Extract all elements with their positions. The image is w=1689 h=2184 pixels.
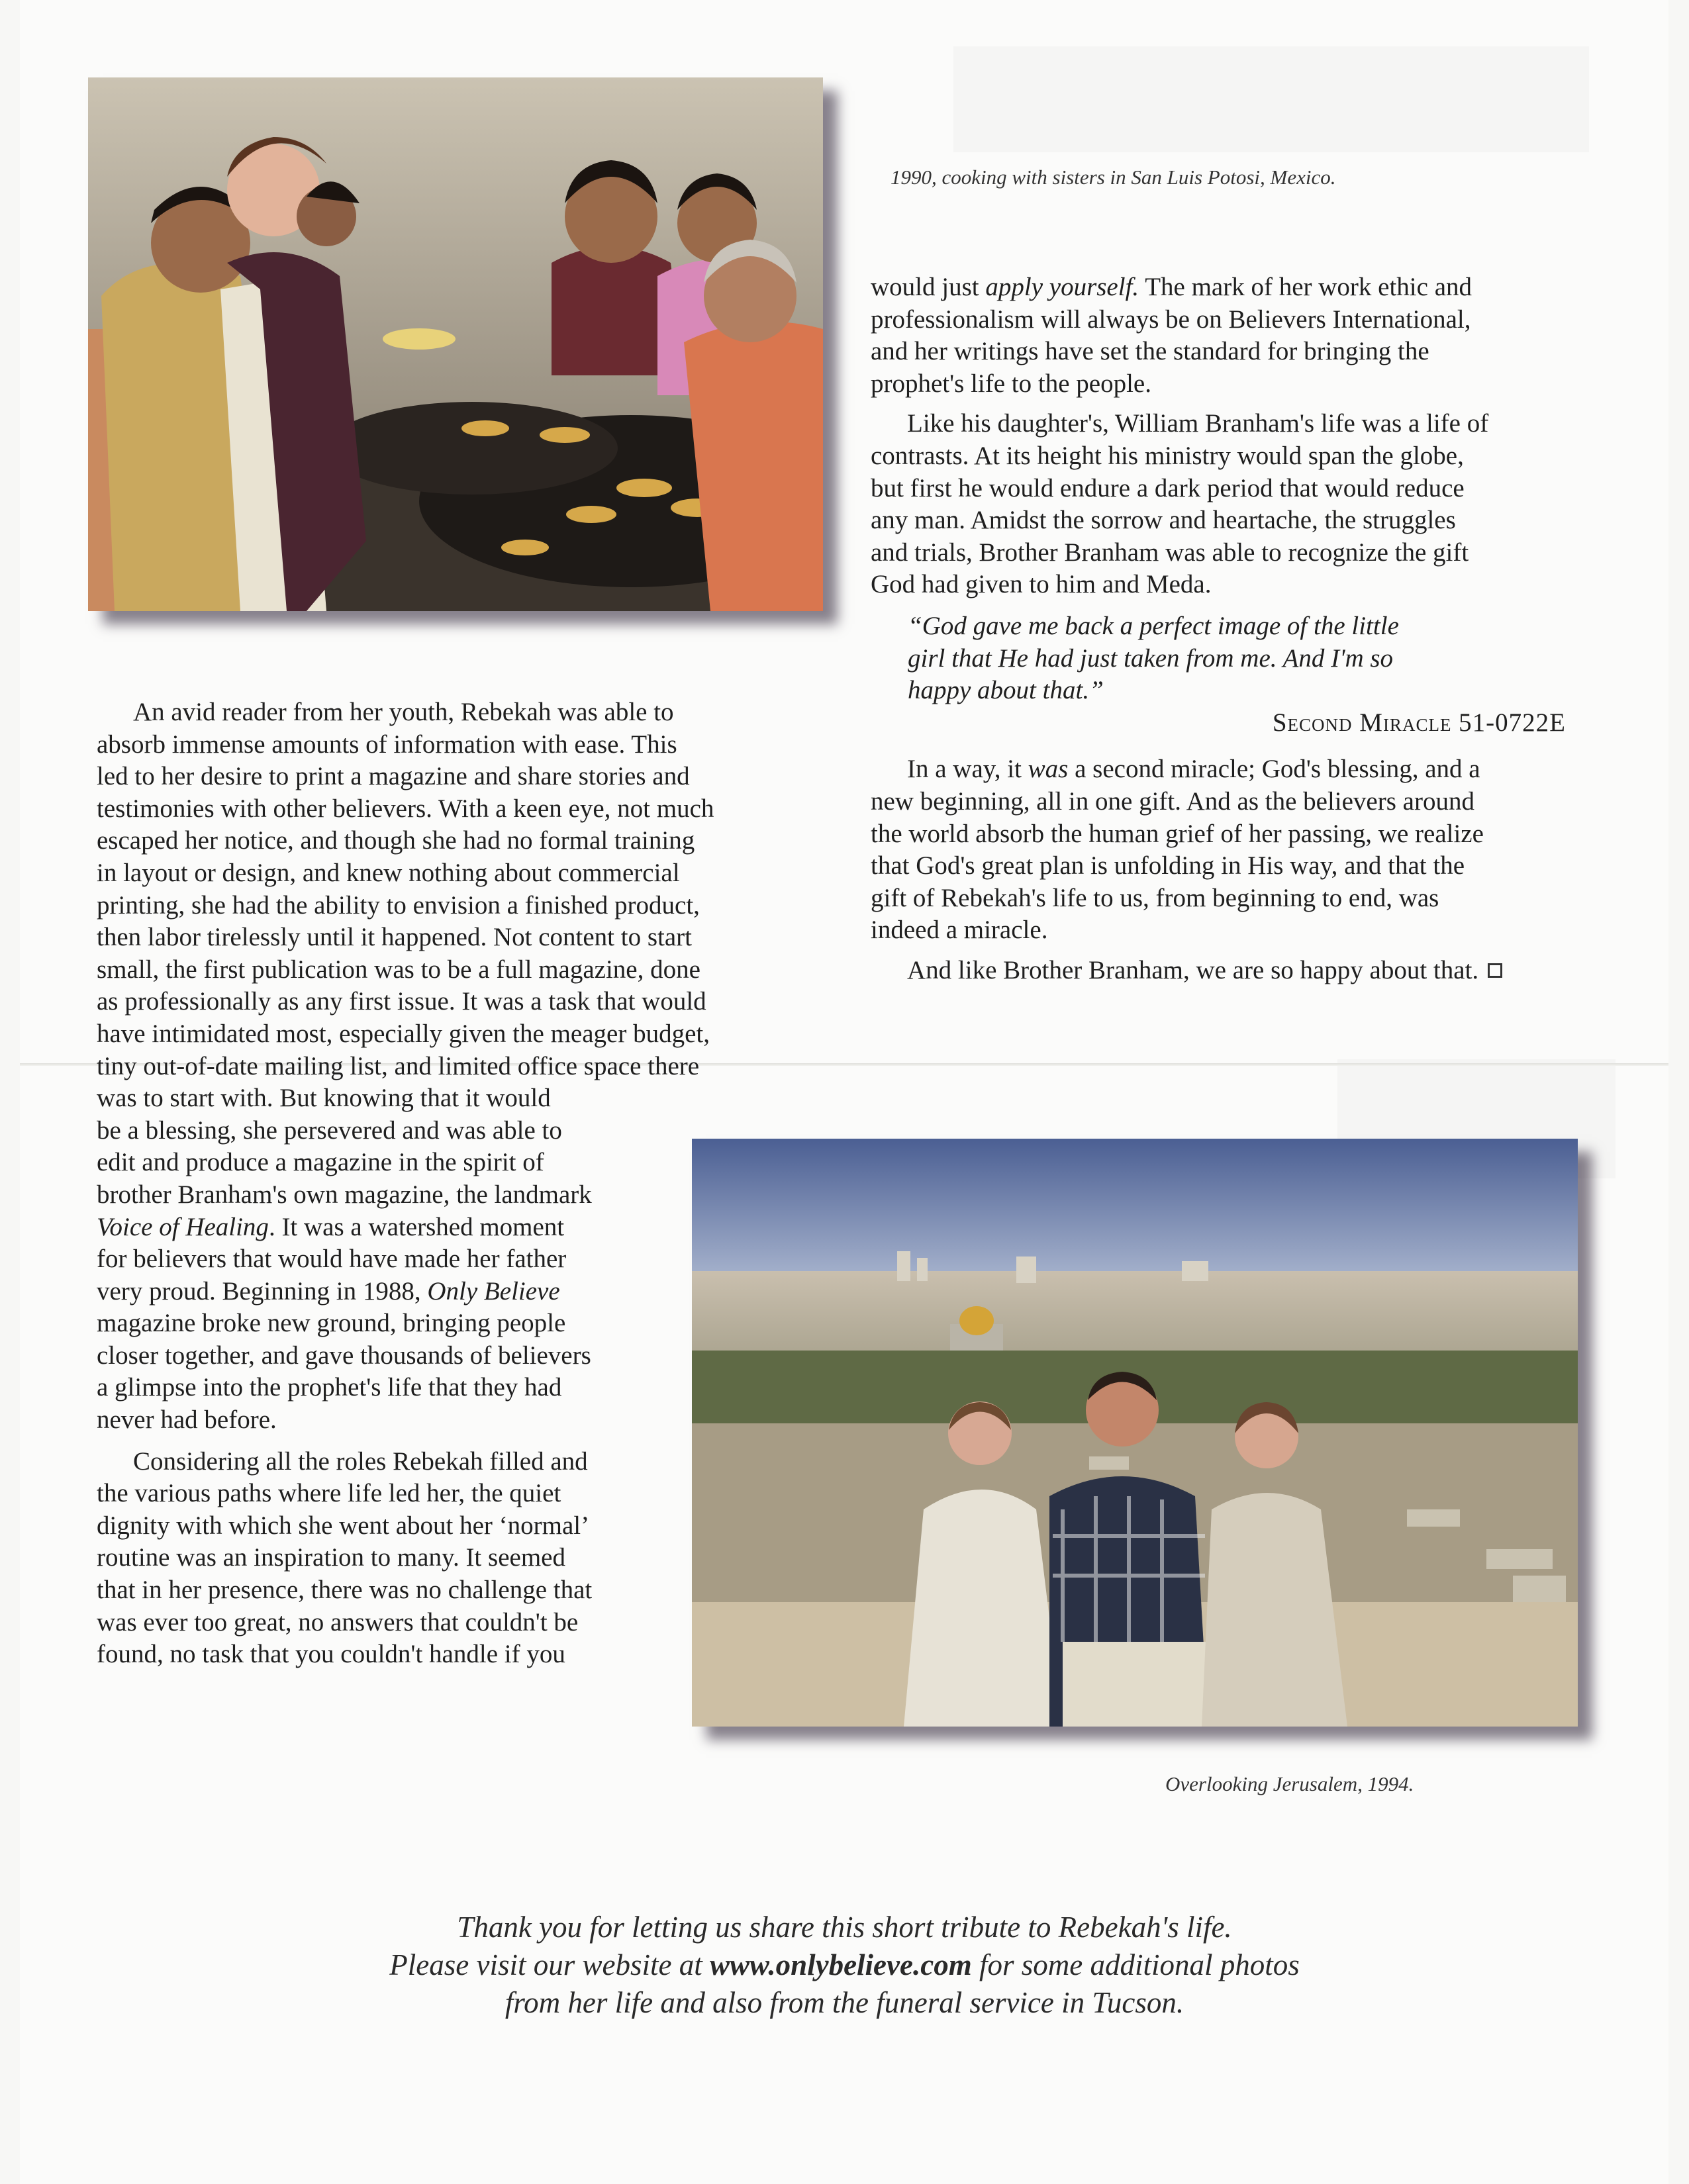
closing-note-line-2 (0, 1946, 1689, 1984)
quote-line: girl that He had just taken from me. And I'm so (908, 643, 1394, 673)
text-line: the world absorb the human grief of her passing, we realize (871, 819, 1484, 848)
text-line: professionalism will always be on Believers International, (871, 305, 1471, 334)
quote-line: happy about that.” (908, 676, 1104, 705)
text-line: absorb immense amounts of information with ease. This (97, 730, 677, 759)
text-line: found, no task that you couldn't handle if you (97, 1640, 565, 1669)
jerusalem-photo-caption: Overlooking Jerusalem, 1994. (1165, 1772, 1414, 1795)
text-line: in layout or design, and knew nothing about commercial (97, 858, 680, 887)
text-line: be a blessing, she persevered and was able to (97, 1116, 562, 1145)
magazine-title-voice-of-healing: Voice of Healing (97, 1212, 269, 1241)
text-line: printing, she had the ability to envision a finished product, (97, 890, 700, 920)
magazine-title-only-believe: Only Believe (427, 1276, 560, 1306)
right-p3-emphasis: was (1028, 755, 1069, 784)
text-line: led to her desire to print a magazine and share stories and (97, 762, 690, 791)
cooking-photo-image (88, 77, 823, 611)
text-line: edit and produce a magazine in the spirit of (97, 1148, 544, 1177)
right-paragraph-4 (871, 955, 1579, 987)
text-line: any man. Amidst the sorrow and heartache, the struggles (871, 506, 1456, 535)
end-of-article-icon (1488, 963, 1502, 978)
text-line: and trials, Brother Branham was able to recognize the gift (871, 538, 1469, 567)
text-line: that in her presence, there was no challenge that (97, 1576, 593, 1605)
left-paragraph-1 (97, 696, 785, 1437)
right-column (871, 271, 1579, 994)
quote-citation: Second Miracle 51-0722E (1272, 708, 1566, 737)
website-link[interactable]: www.onlybelieve.com (709, 1948, 972, 1981)
closing-note-text: Please visit our website at (389, 1948, 710, 1981)
text-line: was to start with. But knowing that it would (97, 1084, 551, 1113)
cooking-photo-caption: 1990, cooking with sisters in San Luis Potosi, Mexico. (891, 166, 1336, 189)
text-line: magazine broke new ground, bringing people (97, 1309, 566, 1338)
text-line: was ever too great, no answers that couldn't be (97, 1607, 579, 1637)
jerusalem-photo-image (692, 1139, 1578, 1727)
left-column (97, 696, 785, 1671)
right-paragraph-1 (871, 271, 1579, 400)
right-p3-start: In a way, it (907, 755, 1028, 784)
text-line: never had before. (97, 1405, 277, 1435)
right-p1-rest: The mark of her work ethic and (1139, 273, 1472, 301)
text-line: a glimpse into the prophet's life that they had (97, 1373, 562, 1402)
text-line: indeed a miracle. (871, 916, 1048, 945)
text-line: prophet's life to the people. (871, 369, 1151, 398)
right-paragraph-2 (871, 408, 1579, 601)
closing-note-line-1: Thank you for letting us share this short tribute to Rebekah's life. (457, 1911, 1232, 1944)
text-line: contrasts. At its height his ministry would span the globe, (871, 441, 1464, 470)
text-line: An avid reader from her youth, Rebekah was able to (133, 698, 674, 726)
closing-line: And like Brother Branham, we are so happy about that. (907, 955, 1479, 984)
text-line: gift of Rebekah's life to us, from beginning to end, was (871, 883, 1439, 912)
jerusalem-photo (692, 1139, 1578, 1727)
text-line: tiny out-of-date mailing list, and limited office space there (97, 1051, 700, 1080)
text-line: but first he would endure a dark period that would reduce (871, 473, 1465, 502)
text-line: dignity with which she went about her ‘normal’ (97, 1511, 590, 1540)
text-line: new beginning, all in one gift. And as the believers around (871, 786, 1474, 816)
text-line: Like his daughter's, William Branham's life was a life of (907, 409, 1489, 438)
text-line: small, the first publication was to be a full magazine, done (97, 955, 700, 984)
text-line: for believers that would have made her father (97, 1245, 567, 1274)
closing-note (0, 1909, 1689, 2022)
text-line: God had given to him and Meda. (871, 570, 1212, 599)
text-line: then labor tirelessly until it happened. Not content to start (97, 923, 692, 952)
right-paragraph-3 (871, 753, 1579, 947)
text-line: escaped her notice, and though she had no formal training (97, 826, 695, 855)
text-line: routine was an inspiration to many. It seemed (97, 1543, 565, 1572)
text-line: as professionally as any first issue. It was a task that would (97, 987, 706, 1016)
text-line: testimonies with other believers. With a keen eye, not much (97, 794, 714, 823)
right-p1-emphasis: apply yourself. (985, 273, 1139, 301)
branham-quote (908, 610, 1504, 707)
right-p3-rest: a second miracle; God's blessing, and a (1068, 755, 1480, 784)
text-line: very proud. Beginning in 1988, (97, 1276, 428, 1306)
text-line: and her writings have set the standard for bringing the (871, 337, 1429, 366)
text-line: brother Branham's own magazine, the landmark (97, 1180, 592, 1209)
text-line: closer together, and gave thousands of believers (97, 1341, 591, 1370)
quote-line: “God gave me back a perfect image of the little (908, 611, 1399, 640)
text-line: that God's great plan is unfolding in His way, and that the (871, 851, 1465, 880)
cooking-photo (88, 77, 823, 611)
closing-note-line-3: from her life and also from the funeral service in Tucson. (505, 1986, 1184, 2019)
left-paragraph-2 (97, 1446, 785, 1671)
text-line: have intimidated most, especially given the meager budget, (97, 1019, 710, 1048)
right-p1-start: would just (871, 273, 986, 301)
bleed-through-top (953, 46, 1589, 152)
text-line: Considering all the roles Rebekah filled and (133, 1447, 588, 1476)
text-line: . It was a watershed moment (268, 1212, 565, 1241)
closing-note-text: for some additional photos (971, 1948, 1300, 1981)
text-line: the various paths where life led her, the quiet (97, 1479, 561, 1508)
